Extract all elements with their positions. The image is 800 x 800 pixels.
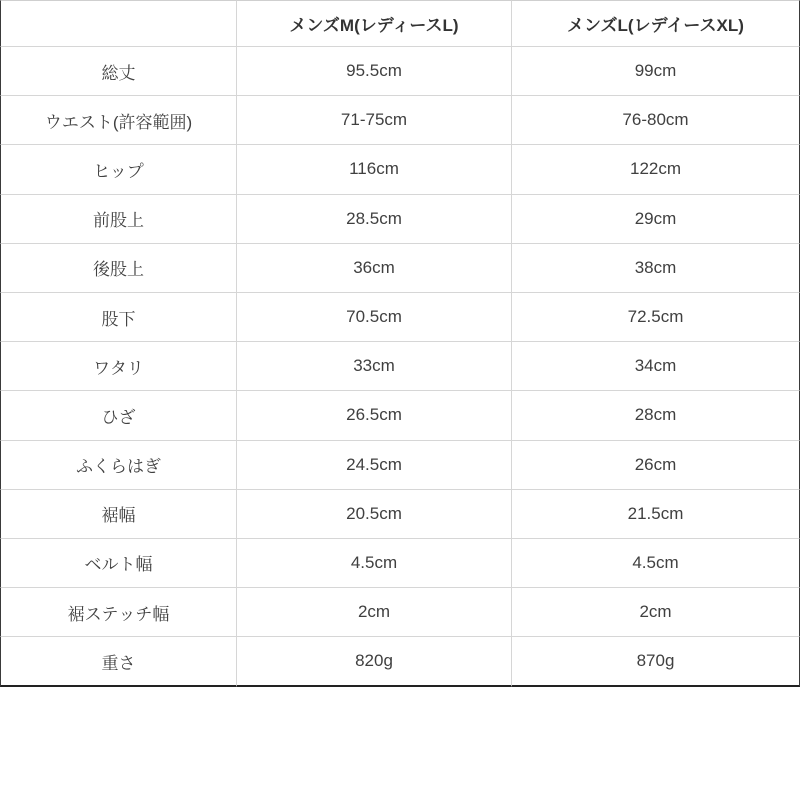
row-label: 重さ <box>0 637 237 687</box>
table-row <box>0 490 800 539</box>
table-row <box>0 47 800 96</box>
row-label: 裾幅 <box>0 490 237 539</box>
table-row <box>0 96 800 145</box>
value-cell-l: 122cm <box>512 145 800 194</box>
value-cell-l: 72.5cm <box>512 293 800 342</box>
value-cell-l: 29cm <box>512 195 800 244</box>
row-label: ワタリ <box>0 342 237 391</box>
row-label: 前股上 <box>0 195 237 244</box>
value-cell-l: 99cm <box>512 47 800 96</box>
table-row <box>0 637 800 687</box>
table-row <box>0 342 800 391</box>
value-cell-l: 34cm <box>512 342 800 391</box>
table-row <box>0 441 800 490</box>
value-cell-l: 76-80cm <box>512 96 800 145</box>
value-cell-m: 36cm <box>237 244 512 293</box>
row-label: ベルト幅 <box>0 539 237 588</box>
value-cell-m: 70.5cm <box>237 293 512 342</box>
row-label: ふくらはぎ <box>0 441 237 490</box>
value-cell-m: 24.5cm <box>237 441 512 490</box>
value-cell-l: 28cm <box>512 391 800 440</box>
value-cell-m: 20.5cm <box>237 490 512 539</box>
value-cell-m: 71-75cm <box>237 96 512 145</box>
table-row <box>0 195 800 244</box>
value-cell-l: 870g <box>512 637 800 687</box>
value-cell-l: 26cm <box>512 441 800 490</box>
row-label: 裾ステッチ幅 <box>0 588 237 637</box>
row-label: 股下 <box>0 293 237 342</box>
value-cell-m: 2cm <box>237 588 512 637</box>
row-label: ヒップ <box>0 145 237 194</box>
column-header-mens-m: メンズM(レディースL) <box>237 0 512 47</box>
value-cell-l: 21.5cm <box>512 490 800 539</box>
table-row <box>0 293 800 342</box>
value-cell-m: 116cm <box>237 145 512 194</box>
value-cell-l: 2cm <box>512 588 800 637</box>
value-cell-m: 26.5cm <box>237 391 512 440</box>
column-header-mens-l: メンズL(レデイースXL) <box>512 0 800 47</box>
value-cell-l: 38cm <box>512 244 800 293</box>
row-label: ひざ <box>0 391 237 440</box>
value-cell-m: 4.5cm <box>237 539 512 588</box>
table-row <box>0 391 800 440</box>
value-cell-m: 28.5cm <box>237 195 512 244</box>
table-row <box>0 244 800 293</box>
value-cell-m: 33cm <box>237 342 512 391</box>
column-header-blank <box>0 0 237 47</box>
table-row <box>0 539 800 588</box>
value-cell-m: 820g <box>237 637 512 687</box>
table-row <box>0 145 800 194</box>
value-cell-l: 4.5cm <box>512 539 800 588</box>
row-label: 総丈 <box>0 47 237 96</box>
value-cell-m: 95.5cm <box>237 47 512 96</box>
row-label: 後股上 <box>0 244 237 293</box>
table-row <box>0 588 800 637</box>
row-label: ウエスト(許容範囲) <box>0 96 237 145</box>
header-row <box>0 0 800 47</box>
